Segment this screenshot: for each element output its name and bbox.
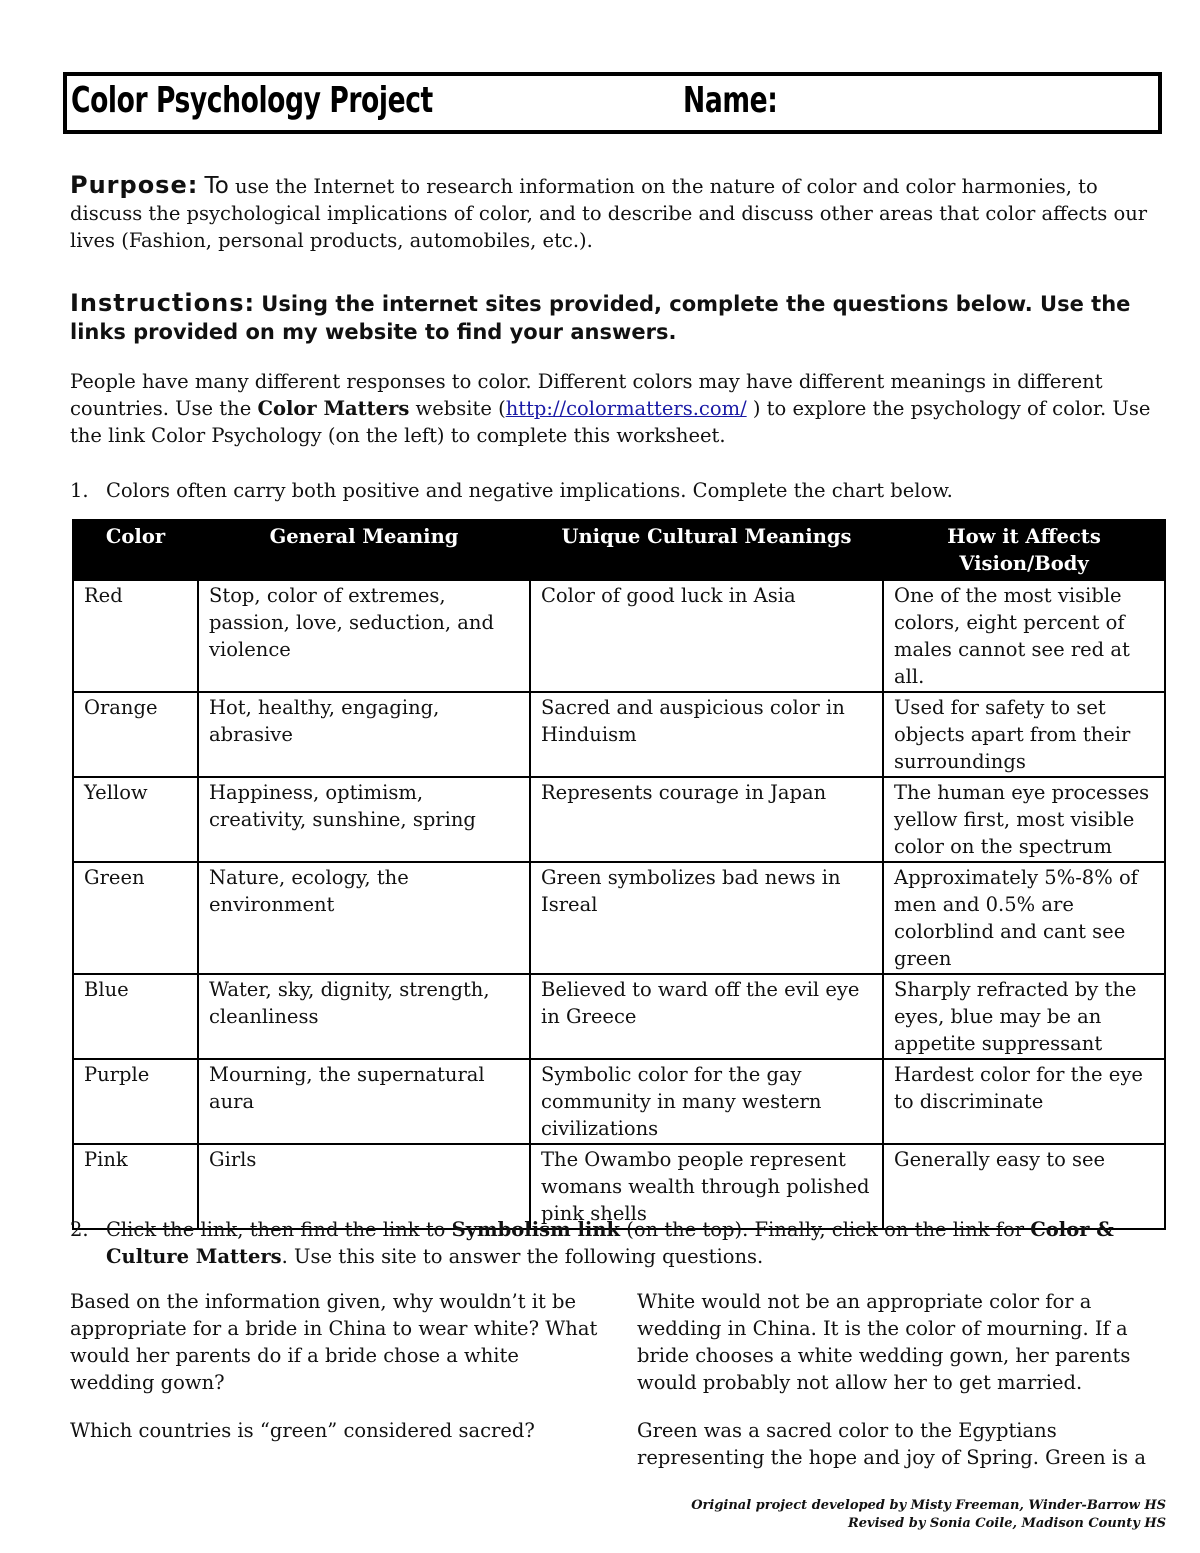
colormatters-link[interactable]: http://colormatters.com/ <box>505 397 747 420</box>
header-general-meaning: General Meaning <box>198 520 530 580</box>
table-row <box>73 777 1165 862</box>
table-row <box>73 1059 1165 1144</box>
table-row <box>73 862 1165 974</box>
table-header-row <box>73 520 1165 580</box>
symbolism-link-label: Symbolism link <box>451 1218 621 1241</box>
table-cell: Green symbolizes bad news in Isreal <box>530 862 883 974</box>
question-2-text-2: (on the top). Finally, click on the link for <box>626 1218 1025 1241</box>
purpose-text: use the Internet to research information on the nature of color and color harmonies, to discuss the psychological implications of color, and to describe and discuss other areas that color affects our lives (Fashion, personal products, automobiles, etc.). <box>70 175 1148 252</box>
table-cell: Generally easy to see <box>883 1144 1165 1229</box>
intro-text-1: People have many different responses to color. Different colors may have different meanings in different countries. Use the <box>70 370 1103 420</box>
table-cell: Purple <box>73 1059 198 1144</box>
question-1-number: 1. <box>70 479 89 502</box>
table-cell: Represents courage in Japan <box>530 777 883 862</box>
table-cell: Nature, ecology, the environment <box>198 862 530 974</box>
table-cell: Blue <box>73 974 198 1059</box>
footer-line-2: Revised by Sonia Coile, Madison County HS <box>847 1516 1166 1531</box>
table-cell: Water, sky, dignity, strength, cleanliness <box>198 974 530 1059</box>
header-vision-body: How it Affects Vision/Body <box>883 520 1165 580</box>
table-cell: Happiness, optimism, creativity, sunshine, spring <box>198 777 530 862</box>
table-cell: Color of good luck in Asia <box>530 580 883 692</box>
table-cell: Hot, healthy, engaging, abrasive <box>198 692 530 777</box>
intro-text-2: website ( <box>415 397 506 420</box>
intro-text-3: ) to explore the psychology of color. Use the link Color Psychology (on the left) to complete this worksheet. <box>70 397 1151 447</box>
footer-credits <box>691 1497 1166 1533</box>
instructions-text: Using the internet sites provided, complete the questions below. Use the links provided on my website to find your answers. <box>70 292 1131 344</box>
title-box <box>63 72 1162 134</box>
name-label: Name: <box>683 80 778 121</box>
table-cell: One of the most visible colors, eight percent of males cannot see red at all. <box>883 580 1165 692</box>
question-2-text-1: Click the link, then find the link to <box>106 1218 446 1241</box>
intro-paragraph <box>70 368 1165 449</box>
qa-answer-1: White would not be an appropriate color for a wedding in China. It is the color of mourning. If a bride chooses a white wedding gown, her parents would probably not allow her to get married. <box>637 1290 1131 1394</box>
table-cell: Sharply refracted by the eyes, blue may be an appetite suppressant <box>883 974 1165 1059</box>
table-cell: Orange <box>73 692 198 777</box>
purpose-paragraph <box>70 172 1165 254</box>
question-2-text <box>106 1216 1165 1270</box>
table-cell: The human eye processes yellow first, most visible color on the spectrum <box>883 777 1165 862</box>
table-cell: The Owambo people represent womans wealth through polished pink shells <box>530 1144 883 1229</box>
footer-line-1: Original project developed by Misty Freeman, Winder-Barrow HS <box>691 1498 1166 1513</box>
qa-question-1: Based on the information given, why wouldn’t it be appropriate for a bride in China to wear white? What would her parents do if a bride chose a white wedding gown? <box>70 1290 598 1394</box>
table-cell: Red <box>73 580 198 692</box>
color-culture-label: Color & Culture Matters <box>106 1218 1114 1268</box>
page-title: Color Psychology Project <box>71 80 433 121</box>
table-cell: Yellow <box>73 777 198 862</box>
table-cell: Pink <box>73 1144 198 1229</box>
qa-question-2: Which countries is “green” considered sacred? <box>70 1419 535 1442</box>
question-1-text: Colors often carry both positive and negative implications. Complete the chart below. <box>106 479 953 502</box>
header-cultural-meanings: Unique Cultural Meanings <box>530 520 883 580</box>
instructions-paragraph <box>70 290 1165 346</box>
table-cell: Stop, color of extremes, passion, love, seduction, and violence <box>198 580 530 692</box>
intro-bold: Color Matters <box>257 397 410 420</box>
instructions-label: Instructions: <box>70 289 256 317</box>
table-cell: Mourning, the supernatural aura <box>198 1059 530 1144</box>
table-cell: Sacred and auspicious color in Hinduism <box>530 692 883 777</box>
table-cell: Symbolic color for the gay community in many western civilizations <box>530 1059 883 1144</box>
table-cell: Girls <box>198 1144 530 1229</box>
question-1 <box>70 477 1165 504</box>
header-color: Color <box>73 520 198 580</box>
question-2 <box>70 1216 1165 1270</box>
qa-answer-2: Green was a sacred color to the Egyptians representing the hope and joy of Spring. Green is a <box>637 1419 1146 1469</box>
table-cell: Green <box>73 862 198 974</box>
table-row <box>73 580 1165 692</box>
color-meaning-table <box>72 519 1166 1230</box>
question-2-number: 2. <box>70 1218 89 1241</box>
table-cell: Used for safety to set objects apart from their surroundings <box>883 692 1165 777</box>
purpose-label: Purpose: <box>70 171 199 199</box>
purpose-lead: To <box>204 173 229 199</box>
table-cell: Approximately 5%-8% of men and 0.5% are colorblind and cant see green <box>883 862 1165 974</box>
question-2-text-3: . Use this site to answer the following questions. <box>281 1245 764 1268</box>
table-row <box>73 692 1165 777</box>
table-cell: Hardest color for the eye to discriminate <box>883 1059 1165 1144</box>
table-row <box>73 974 1165 1059</box>
table-cell: Believed to ward off the evil eye in Greece <box>530 974 883 1059</box>
